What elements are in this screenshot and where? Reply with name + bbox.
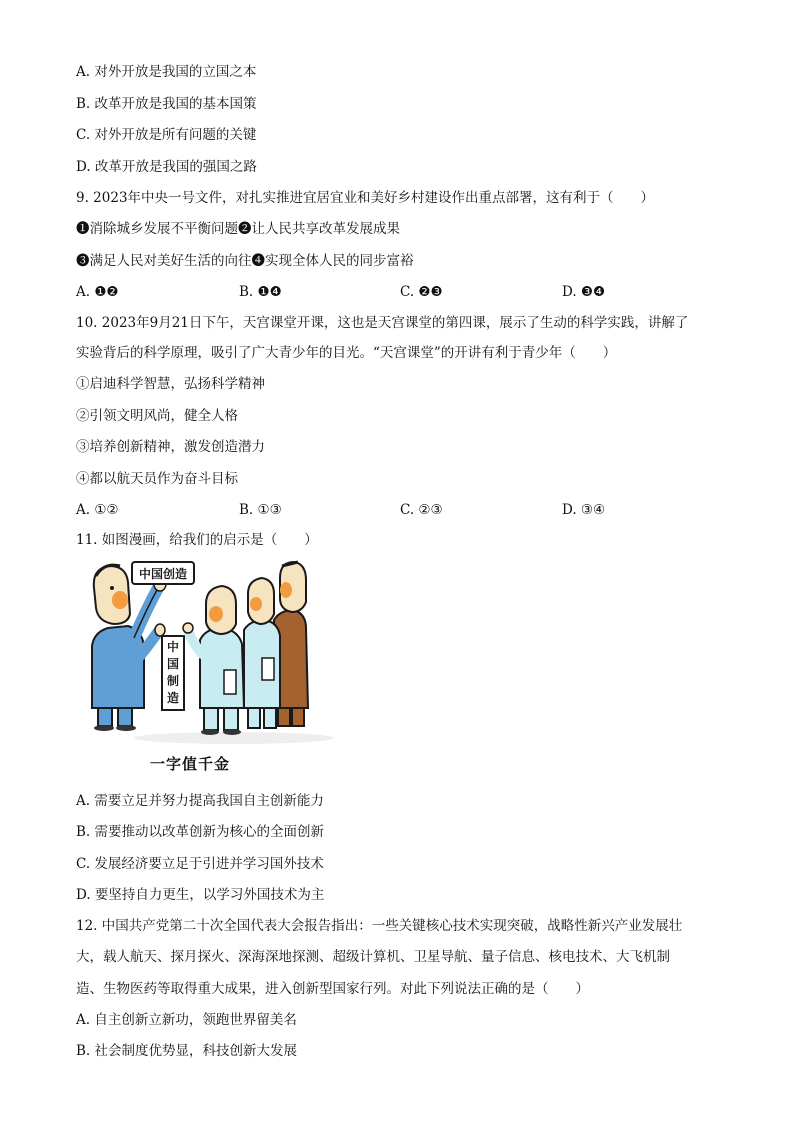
sign-side-char-1: 中: [166, 640, 180, 654]
q10-stem-line-2: 实验背后的科学原理，吸引了广大青少年的目光。“天宫课堂”的开讲有利于青少年（ ）: [76, 345, 617, 361]
sign-top-text: 中国创造: [138, 567, 188, 581]
q9-statement-line-1: ❶消除城乡发展不平衡问题❷让人民共享改革发展成果: [76, 221, 400, 237]
q11-cartoon: [84, 558, 336, 750]
q9-choice-c: C. ❷❸: [400, 284, 443, 300]
q9-choice-a: A. ❶❷: [76, 284, 119, 300]
q8-option-b: B. 改革开放是我国的基本国策: [76, 96, 257, 112]
q10-choice-b: B. ①③: [239, 502, 282, 518]
q9-stem: 9. 2023年中央一号文件，对扎实推进宜居宜业和美好乡村建设作出重点部署，这有利于（ ）: [76, 190, 655, 206]
q10-choice-c: C. ②③: [400, 502, 443, 518]
q11-option-a: A. 需要立足并努力提高我国自主创新能力: [76, 793, 324, 809]
middle-man-2-figure: [244, 578, 280, 728]
q12-stem-line-2: 大，载人航天、探月探火、深海深地探测、超级计算机、卫星导航、量子信息、核电技术、大飞机制: [76, 949, 670, 965]
q8-option-a: A. 对外开放是我国的立国之本: [76, 64, 257, 80]
q10-statement-2: ②引领文明风尚，健全人格: [76, 408, 238, 424]
q11-option-d: D. 要坚持自力更生，以学习外国技术为主: [76, 887, 325, 903]
sign-side-char-3: 制: [166, 674, 180, 688]
q8-option-d: D. 改革开放是我国的强国之路: [76, 159, 257, 175]
q8-option-c: C. 对外开放是所有问题的关键: [76, 127, 257, 143]
q12-option-b: B. 社会制度优势显，科技创新大发展: [76, 1043, 298, 1059]
q11-cartoon-caption: 一字值千金: [150, 755, 231, 773]
q12-stem-line-3: 造、生物医药等取得重大成果，进入创新型国家行列。对此下列说法正确的是（ ）: [76, 981, 589, 997]
q10-statement-4: ④都以航天员作为奋斗目标: [76, 471, 238, 487]
sign-side-char-4: 造: [166, 691, 180, 705]
q10-stem-line-1: 10. 2023年9月21日下午，天宫课堂开课，这也是天宫课堂的第四课，展示了生动的科学实践，讲解了: [76, 315, 689, 331]
q11-option-b: B. 需要推动以改革创新为核心的全面创新: [76, 824, 325, 840]
q11-stem: 11. 如图漫画，给我们的启示是（ ）: [76, 532, 318, 548]
q10-statement-3: ③培养创新精神，激发创造潜力: [76, 439, 265, 455]
q9-choice-b: B. ❶❹: [239, 284, 282, 300]
sign-side-char-2: 国: [166, 657, 180, 671]
q10-choice-d: D. ③④: [562, 502, 606, 518]
q11-option-c: C. 发展经济要立足于引进并学习国外技术: [76, 856, 324, 872]
q10-statement-1: ①启迪科学智慧，弘扬科学精神: [76, 376, 265, 392]
q12-option-a: A. 自主创新立新功，领跑世界留美名: [76, 1012, 297, 1028]
q9-statement-line-2: ❸满足人民对美好生活的向往❹实现全体人民的同步富裕: [76, 253, 414, 269]
q10-choice-a: A. ①②: [76, 502, 119, 518]
q9-choice-d: D. ❸❹: [562, 284, 606, 300]
q12-stem-line-1: 12. 中国共产党第二十次全国代表大会报告指出：一些关键核心技术实现突破，战略性新兴产业发展壮: [76, 918, 683, 934]
